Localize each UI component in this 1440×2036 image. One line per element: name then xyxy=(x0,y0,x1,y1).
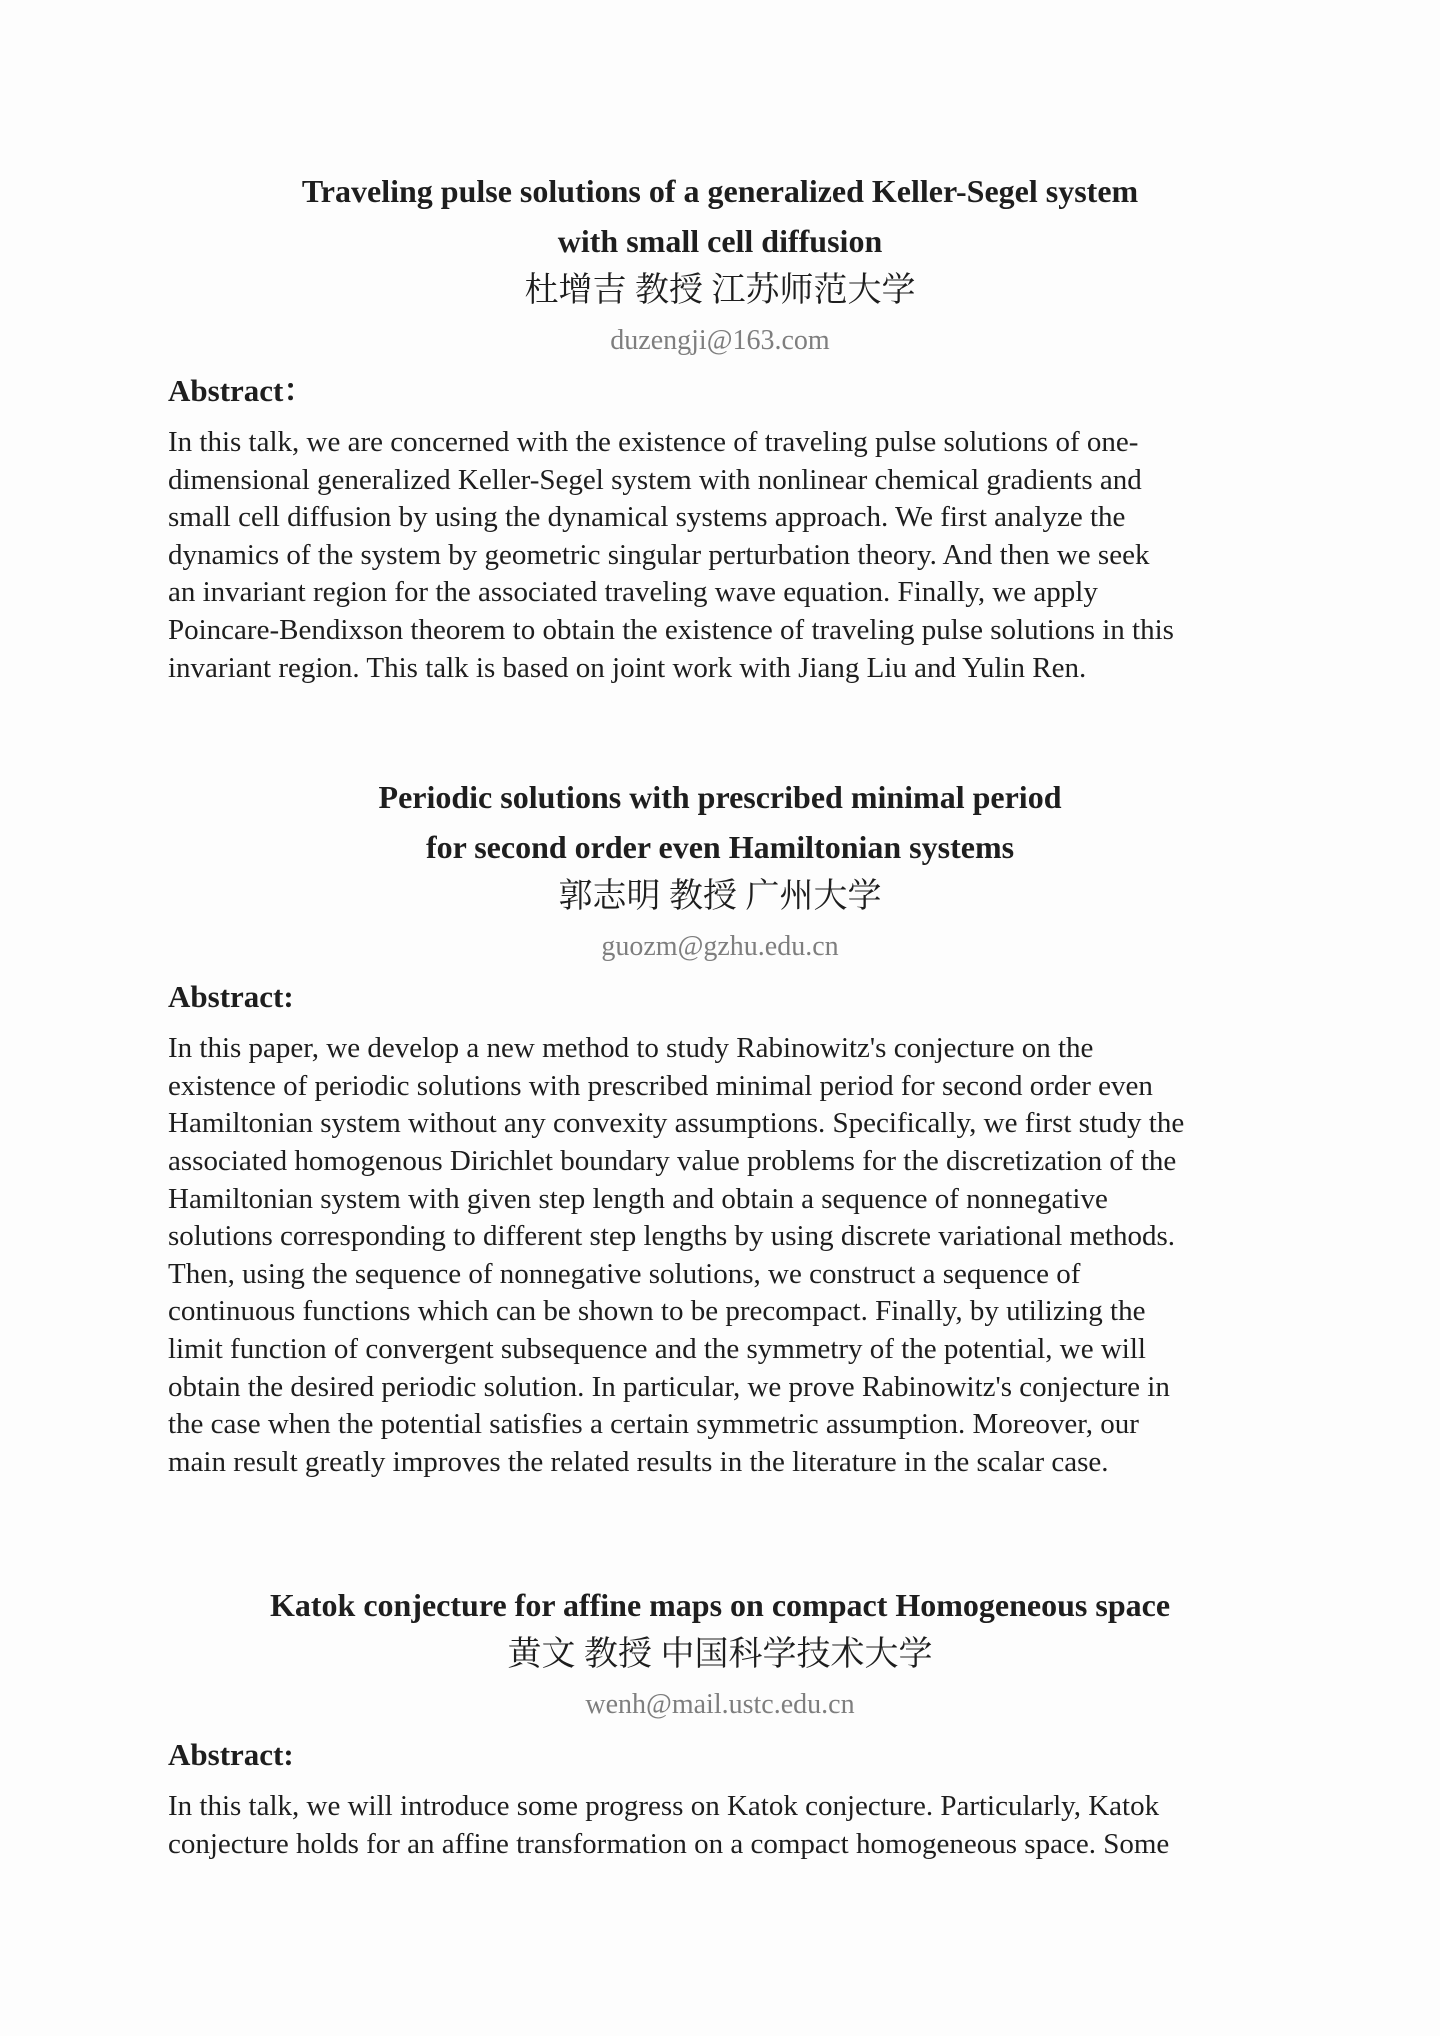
talk-1-email: duzengji@163.com xyxy=(610,325,830,356)
abstract-line: invariant region. This talk is based on joint work with Jiang Liu and Yulin Ren. xyxy=(168,651,1087,684)
talk-1-abstract-label: Abstract： xyxy=(168,373,315,408)
abstract-line: main result greatly improves the related results in the literature in the scalar case. xyxy=(168,1445,1109,1478)
talk-3-speaker: 黄文 教授 中国科学技术大学 xyxy=(507,1636,933,1674)
abstract-line: small cell diffusion by using the dynamical systems approach. We first analyze the xyxy=(168,501,1126,534)
abstract-line: dynamics of the system by geometric singular perturbation theory. And then we seek xyxy=(168,538,1150,571)
talk-2-title-line-1: Periodic solutions with prescribed minimal period xyxy=(378,779,1062,816)
abstract-line: continuous functions which can be shown to be precompact. Finally, by utilizing the xyxy=(168,1295,1146,1328)
talk-3-title-line-1: Katok conjecture for affine maps on compact Homogeneous space xyxy=(269,1587,1171,1624)
talk-section-1 xyxy=(168,166,1272,687)
abstract-line: Hamiltonian system with given step length and obtain a sequence of nonnegative xyxy=(168,1182,1108,1215)
talk-section-2 xyxy=(168,772,1272,1481)
talk-1-title xyxy=(168,166,1272,266)
talk-section-3 xyxy=(168,1580,1272,1863)
abstract-line: an invariant region for the associated traveling wave equation. Finally, we apply xyxy=(168,576,1098,609)
talk-3-abstract-body xyxy=(168,1788,1272,1863)
talk-3-email: wenh@mail.ustc.edu.cn xyxy=(585,1689,855,1721)
abstract-line: solutions corresponding to different step lengths by using discrete variational methods. xyxy=(168,1220,1176,1253)
talk-3-title xyxy=(168,1580,1272,1630)
abstract-line: limit function of convergent subsequence and the symmetry of the potential, we will xyxy=(168,1332,1146,1365)
talk-1-speaker: 杜增吉 教授 江苏师范大学 xyxy=(524,272,916,309)
talk-2-abstract-label: Abstract: xyxy=(168,979,294,1015)
talk-2-abstract-body xyxy=(168,1030,1272,1481)
abstract-line: Then, using the sequence of nonnegative solutions, we construct a sequence of xyxy=(168,1257,1081,1290)
abstract-line: Poincare-Bendixson theorem to obtain the existence of traveling pulse solutions in this xyxy=(168,613,1174,646)
talk-2-email: guozm@gzhu.edu.cn xyxy=(601,931,839,963)
abstract-line: Hamiltonian system without any convexity assumptions. Specifically, we first study the xyxy=(168,1107,1185,1140)
talk-2-speaker: 郭志明 教授 广州大学 xyxy=(558,878,882,916)
abstract-line: In this talk, we will introduce some progress on Katok conjecture. Particularly, Katok xyxy=(168,1790,1160,1823)
abstract-line: In this paper, we develop a new method to study Rabinowitz's conjecture on the xyxy=(168,1032,1094,1065)
abstract-line: conjecture holds for an affine transformation on a compact homogeneous space. Some xyxy=(168,1827,1170,1860)
abstract-line: obtain the desired periodic solution. In particular, we prove Rabinowitz's conjecture in xyxy=(168,1370,1170,1403)
abstract-line: In this talk, we are concerned with the existence of traveling pulse solutions of one- xyxy=(168,426,1139,458)
talk-1-title-line-2: with small cell diffusion xyxy=(557,223,883,259)
talk-2-title-line-2: for second order even Hamiltonian systems xyxy=(425,829,1015,866)
talk-1-abstract-body xyxy=(168,424,1272,687)
abstract-line: existence of periodic solutions with prescribed minimal period for second order even xyxy=(168,1069,1153,1102)
talk-3-abstract-label: Abstract: xyxy=(168,1737,294,1773)
abstract-line: dimensional generalized Keller-Segel system with nonlinear chemical gradients and xyxy=(168,463,1142,496)
abstract-line: associated homogenous Dirichlet boundary value problems for the discretization of the xyxy=(168,1144,1177,1177)
talk-2-title xyxy=(168,772,1272,872)
abstract-line: the case when the potential satisfies a certain symmetric assumption. Moreover, our xyxy=(168,1408,1139,1441)
talk-1-title-line-1: Traveling pulse solutions of a generalized Keller-Segel system xyxy=(301,173,1139,209)
